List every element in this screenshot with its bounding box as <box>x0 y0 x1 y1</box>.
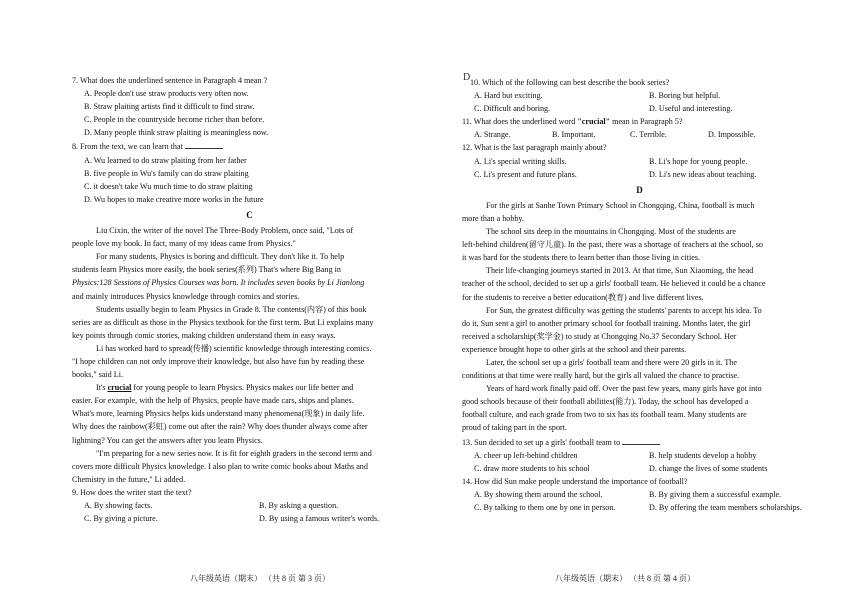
q12-option-b: B. Li's hope for young people. <box>649 156 748 166</box>
q13-options-row-2 <box>474 462 817 475</box>
passage-line: people love my book. In fact, many of my ideas came from Physics." <box>72 239 296 249</box>
q14-option-d: D. By offering the team members scholarships. <box>649 503 802 512</box>
answer-blank <box>622 435 660 445</box>
passage-line: conditions at that time were really hard, but the girls all valued the chance to practise. <box>462 371 740 381</box>
passage-line-crucial: It's crucial for young people to learn Physics. Physics makes our life better and <box>96 383 354 393</box>
page-4 <box>462 76 817 596</box>
question-9-stem: 9. How does the writer start the text? <box>72 487 192 497</box>
passage-line: Why does the rainbow(彩虹) come out after the rain? Why does thunder always come after <box>72 422 368 432</box>
passage-line: Chemistry in the future," Li added. <box>72 474 186 484</box>
passage-line: Physics:128 Sessions of Physics Courses was born. It includes seven books by Li Jianlong <box>72 278 365 288</box>
passage-line: "I'm preparing for a new series now. It is fit for eighth graders in the second term and <box>96 448 372 458</box>
q8-option-c: C. it doesn't take Wu much time to do straw plaiting <box>84 181 253 191</box>
passage-line: good schools because of their football abilities(能力). Today, the school has developed a <box>462 397 749 407</box>
question-8-stem: 8. From the text, we can learn that <box>72 142 183 152</box>
q10-option-b: B. Boring but helpful. <box>649 91 721 101</box>
q9-options-row-1 <box>84 499 427 512</box>
q11-option-b: B. Important. <box>552 130 596 140</box>
passage-line: books," said Li. <box>72 370 123 380</box>
passage-line: series are as difficult as those in the Physics textbook for the first term. But Li explains many <box>72 317 374 327</box>
q10-options-row-1 <box>474 89 817 102</box>
section-c-heading: C <box>246 209 253 220</box>
q10-option-a: A. Hard but exciting. <box>474 91 543 101</box>
question-8-line <box>72 139 427 153</box>
passage-line: Li has worked hard to spread(传播) scientific knowledge through interesting comics. <box>96 343 372 353</box>
answer-blank <box>185 139 223 149</box>
passage-line: easier. For example, with the help of Physics, people have made cars, ships and planes. <box>72 396 354 406</box>
q11-option-d: D. Impossible. <box>708 130 756 140</box>
q14-options-row-1 <box>474 488 817 501</box>
q13-options-row-1 <box>474 449 817 462</box>
q11-option-a: A. Strange. <box>474 130 511 140</box>
question-11-stem-post: mean in Paragraph 5? <box>610 117 683 127</box>
q9-option-d: D. By using a famous writer's words. <box>259 514 380 524</box>
q12-option-a: A. Li's special writing skills. <box>474 156 567 166</box>
q8-option-d: D. Wu hopes to make creative more works in the future <box>84 194 264 204</box>
passage-line: football culture, and each grade from two to six has its football team. Many students are <box>462 410 747 420</box>
passage-line: teacher of the school, decided to set up a girls' football team. He believed it could be a chance <box>462 279 766 289</box>
q12-option-d: D. Li's new ideas about teaching. <box>649 169 757 179</box>
q13-option-a: A. cheer up left-behind children <box>474 450 578 460</box>
handwritten-mark: D <box>463 72 471 83</box>
passage-line: For many students, Physics is boring and difficult. They don't like it. To help <box>96 252 345 262</box>
passage-line: students learn Physics more easily, the book series(系列) That's where Big Bang in <box>72 265 341 275</box>
q11-options-row <box>474 128 817 141</box>
page-3 <box>72 74 427 594</box>
passage-line: For Sun, the greatest difficulty was getting the students' parents to accept his idea. To <box>486 305 762 315</box>
q14-options-row-2 <box>474 501 817 514</box>
passage-line: it was hard for the students there to learn better than those living in cities. <box>462 253 701 263</box>
passage-line: "I hope children can not only improve their knowledge, but also have fun by reading these <box>72 356 365 366</box>
q12-options-row-1 <box>474 155 817 168</box>
q7-option-c: C. People in the countryside become richer than before. <box>84 115 265 125</box>
underlined-word: crucial <box>107 383 132 393</box>
passage-line: Their life-changing journeys started in 2013. At that time, Sun Xiaoming, the head <box>486 266 754 276</box>
question-11-line <box>462 115 817 128</box>
q8-option-a: A. Wu learned to do straw plaiting from her father <box>84 155 247 165</box>
question-7-stem: 7. What does the underlined sentence in Paragraph 4 mean ? <box>72 76 268 85</box>
passage-line: Years of hard work finally paid off. Over the past few years, many girls have got into <box>486 384 762 394</box>
q13-option-b: B. help students develop a hobby <box>649 450 757 460</box>
passage-line: covers more difficult Physics knowledge. I also plan to write comic books about Maths and <box>72 461 368 471</box>
question-11-word: "crucial" <box>577 117 611 127</box>
passage-line: The school sits deep in the mountains in Chongqing. Most of the students are <box>486 227 736 237</box>
passage-line: For the girls at Sanhe Town Primary School in Chongqing, China, football is much <box>486 200 755 210</box>
question-13-line <box>462 435 817 449</box>
q10-option-d: D. Useful and interesting. <box>649 104 733 114</box>
passage-line: Liu Cixin, the writer of the novel The Three-Body Problem, once said, "Lots of <box>96 226 354 236</box>
passage-line: Students usually begin to learn Physics in Grade 8. The contents(内容) of this book <box>96 304 367 314</box>
question-11-stem-pre: 11. What does the underlined word <box>462 117 578 127</box>
q9-option-a: A. By showing facts. <box>84 501 153 510</box>
q13-option-c: C. draw more students to his school <box>474 463 590 473</box>
q7-option-d: D. Many people think straw plaiting is meaningless now. <box>84 128 269 138</box>
passage-line: left-behind children(留守儿童). In the past, there was a shortage of teachers at the school, so <box>462 240 763 250</box>
page-4-footer: 八年级英语（期末） （共 8 页 第 4 页） <box>555 574 695 583</box>
q10-option-c: C. Difficult and boring. <box>474 104 551 114</box>
passage-line: key points through comic stories, making children understand them in easy ways. <box>72 330 336 340</box>
passage-line: Later, the school set up a girls' football team and there were 20 girls in it. The <box>486 357 737 367</box>
section-d-heading: D <box>636 184 643 195</box>
q10-options-row-2 <box>474 102 817 115</box>
passage-line: and mainly introduces Physics knowledge through comics and stories. <box>72 291 300 301</box>
question-14-stem: 14. How did Sun make people understand the importance of football? <box>462 476 688 486</box>
q9-option-b: B. By asking a question. <box>259 501 339 510</box>
passage-line: more than a hobby. <box>462 213 524 223</box>
q8-option-b: B. five people in Wu's family can do straw plaiting <box>84 168 249 178</box>
page-3-footer: 八年级英语（期末） （共 8 页 第 3 页） <box>190 574 330 583</box>
q14-option-c: C. By talking to them one by one in person. <box>474 503 616 512</box>
q9-options-row-2 <box>84 512 427 525</box>
q12-options-row-2 <box>474 168 817 181</box>
passage-line: What's more, learning Physics helps kids understand many phenomena(现象) in daily life. <box>72 409 365 419</box>
q9-option-c: C. By giving a picture. <box>84 514 158 524</box>
passage-line: do it, Sun sent a girl to another primary school for football training. Months later, the girl <box>462 318 751 328</box>
q13-option-d: D. change the lives of some students <box>649 463 768 473</box>
question-13-stem: 13. Sun decided to set up a girls' football team to <box>462 437 621 447</box>
q7-option-a: A. People don't use straw products very often now. <box>84 89 249 99</box>
q14-option-a: A. By showing them around the school. <box>474 489 603 499</box>
question-10-stem: 10. Which of the following can best describe the book series? <box>470 78 670 87</box>
passage-line: proud of taking part in the sport. <box>462 423 567 433</box>
question-12-stem: 12. What is the last paragraph mainly about? <box>462 143 607 153</box>
passage-line: received a scholarship(奖学金) to study at Chongqing No.37 Secondary School. Her <box>462 331 737 341</box>
passage-line: for the students to receive a better education(教育) and live different lives. <box>462 292 704 302</box>
q14-option-b: B. By giving them a successful example. <box>649 489 782 499</box>
passage-line: lightning? You can get the answers after you learn Physics. <box>72 435 263 445</box>
passage-line: experience brought hope to other girls at the school and their parents. <box>462 344 687 354</box>
q11-option-c: C. Terrible. <box>630 130 667 140</box>
q12-option-c: C. Li's present and future plans. <box>474 169 577 179</box>
q7-option-b: B. Straw plaiting artists find it difficult to find straw. <box>84 102 255 112</box>
